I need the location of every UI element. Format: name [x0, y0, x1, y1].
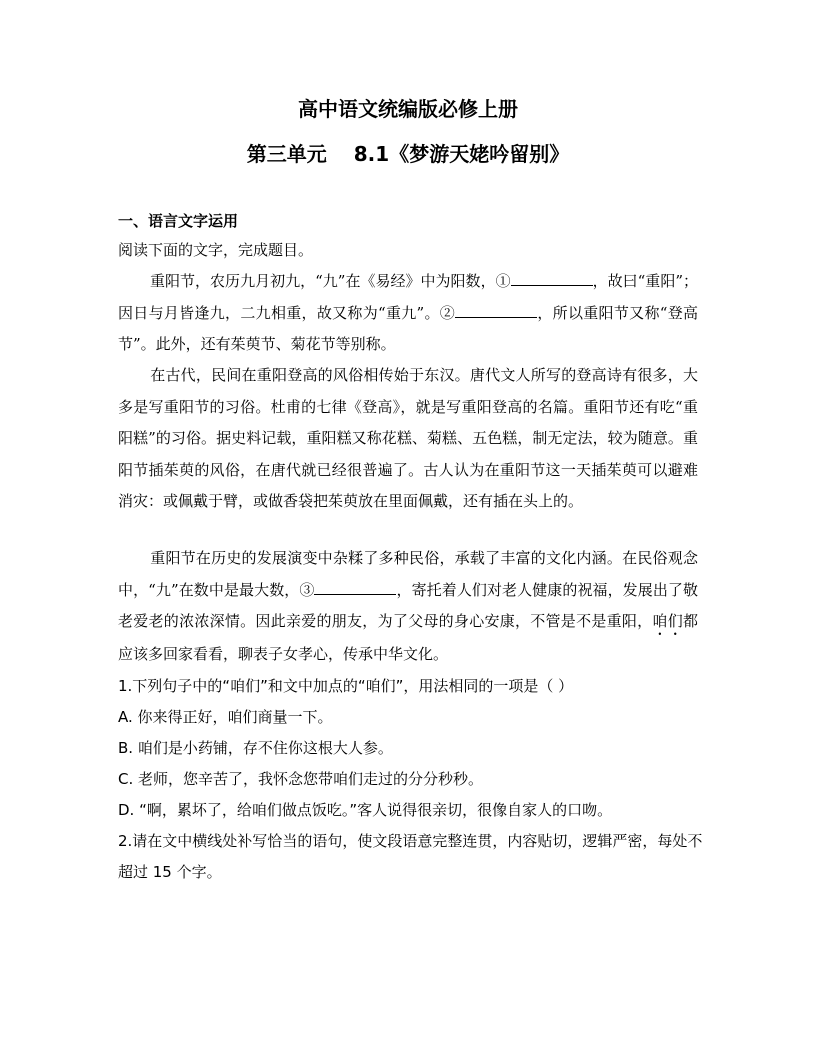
passage-paragraph-2: [118, 360, 698, 518]
passage-text: ，所以重阳节又称“登高节”。此外，还有茱萸节、菊花节等别称。: [118, 303, 698, 353]
passage-text: ，故曰“重阳”；因日与月皆逢九，二九相重，故又称为“重九”。②: [118, 272, 698, 322]
passage-paragraph-1: [118, 266, 698, 361]
passage-text: 重阳节，农历九月初九，“九”在《易经》中为阳数，①: [150, 272, 511, 290]
passage-text: ，寄托着人们对老人健康的祝福，发展出了敬老爱老的浓浓深情。因此亲爱的朋友，为了父母的身心安康，不管是不是重阳，: [118, 580, 698, 630]
option-d: D. “啊，累坏了，给咱们做点饭吃。”客人说得很亲切，很像自家人的口吻。: [118, 801, 613, 819]
passage-text: 重阳节在历史的发展演变中杂糅了多种民俗，承载了丰富的文化内涵。在民俗观念中，“九”在数中是最大数，③: [118, 549, 698, 599]
option-b: B. 咱们是小药铺，存不住你这根大人参。: [118, 739, 393, 757]
passage-text: 都应该多回家看看，聊表子女孝心，传承中华文化。: [118, 612, 698, 663]
section-heading: 一、语言文字运用: [118, 212, 239, 230]
passage-paragraph-3: [118, 543, 698, 671]
answer-blank-2: [455, 303, 537, 318]
answer-blank-3: [314, 580, 396, 595]
reading-instruction: 阅读下面的文字，完成题目。: [118, 241, 314, 259]
option-a: A. 你来得正好，咱们商量一下。: [118, 708, 333, 726]
passage-text: 在古代，民间在重阳登高的风俗相传始于东汉。唐代文人所写的登高诗有很多，大多是写重阳节的习俗。杜甫的七律《登高》，就是写重阳登高的名篇。重阳节还有吃“重阳糕”的习俗。据史料记载，重阳糕又称花糕、菊糕、五色糕，制无定法，较为随意。重阳节插茱萸的风俗，在唐代就已经很普遍了。古人认为在重阳节这一天插茱萸可以避难消灾：或佩戴于臂，或做香袋把茱萸放在里面佩戴，还有插在头上的。: [118, 366, 698, 510]
answer-blank-1: [511, 271, 593, 286]
document-subtitle: 第三单元 8.1《梦游天姥吟留别》: [246, 142, 570, 166]
option-c: C. 老师，您辛苦了，我怀念您带咱们走过的分分秒秒。: [118, 770, 484, 788]
question-2: 2.请在文中横线处补写恰当的语句，使文段语意完整连贯，内容贴切，逻辑严密，每处不超过 15 个字。: [118, 832, 703, 881]
question-1: 1.下列句子中的“咱们”和文中加点的“咱们”，用法相同的一项是（ ）: [118, 677, 574, 695]
document-title: 高中语文统编版必修上册: [298, 97, 518, 121]
emphasized-word: 咱们: [652, 612, 683, 630]
